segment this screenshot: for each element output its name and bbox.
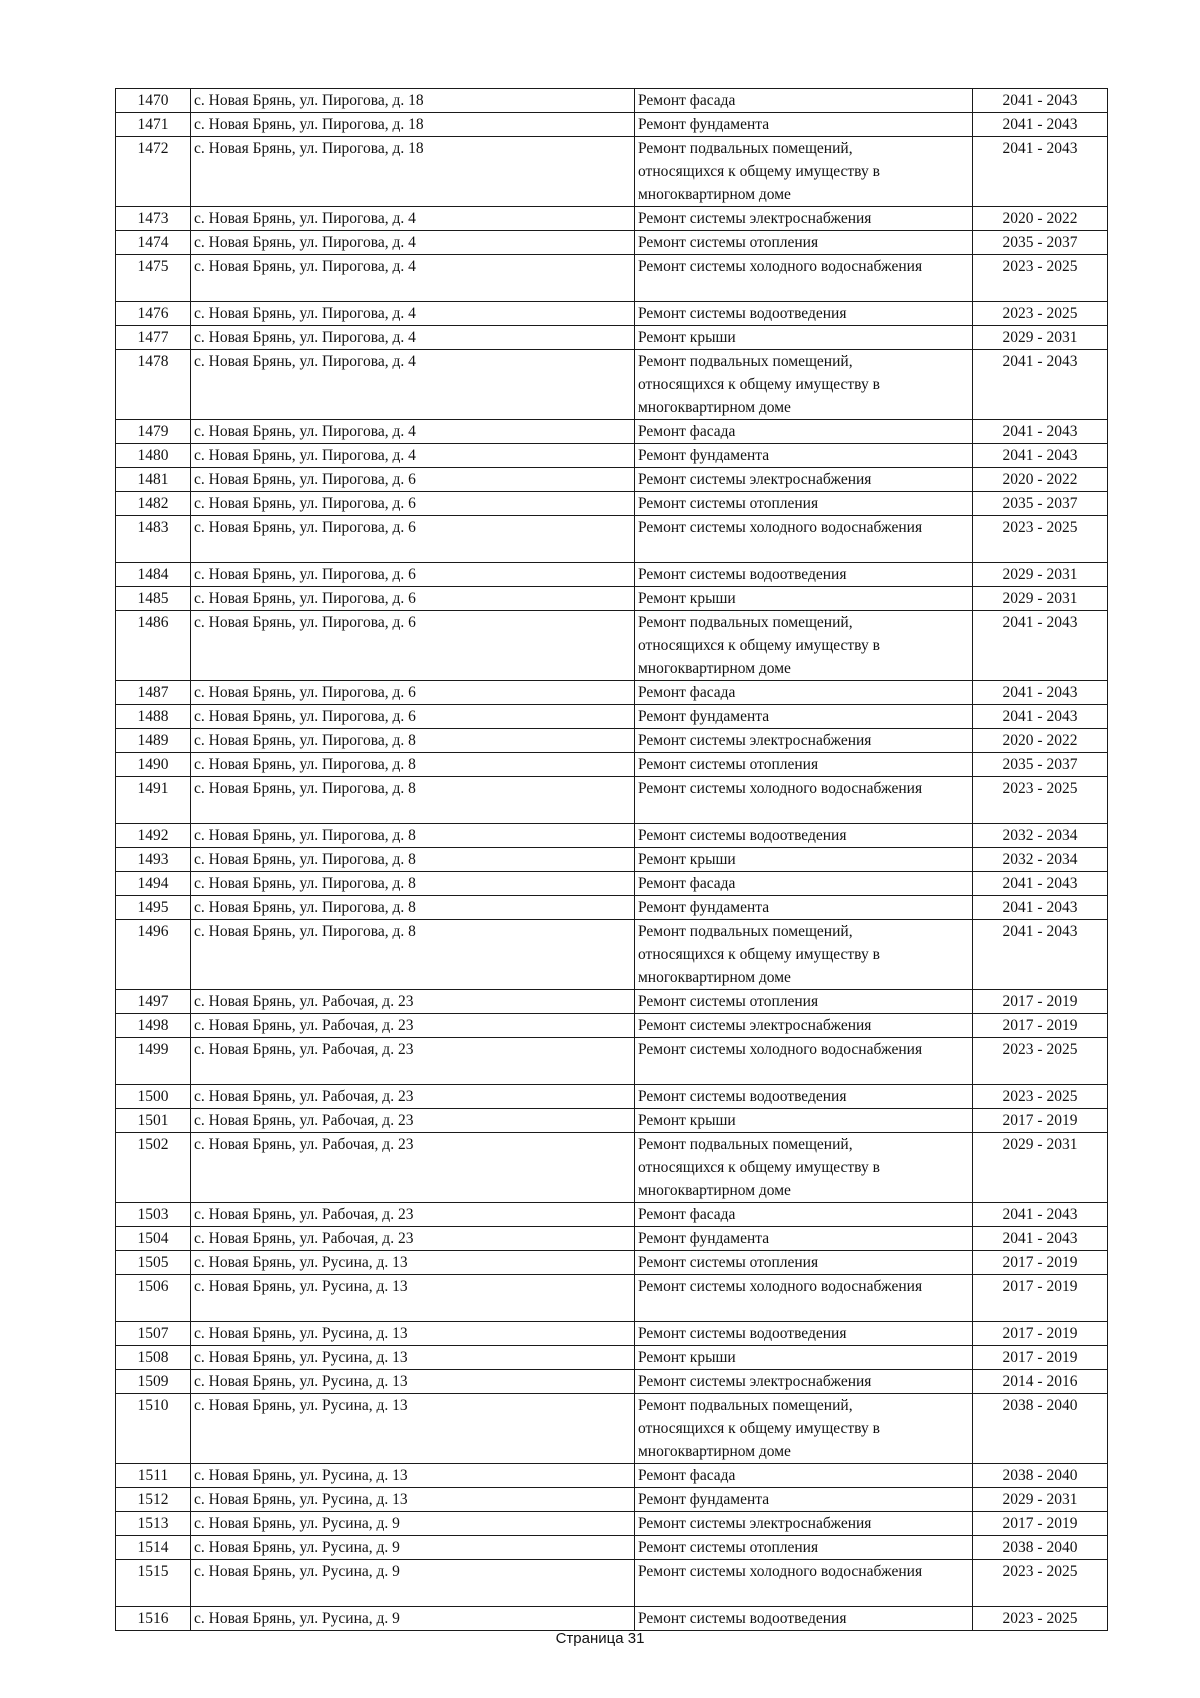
period-cell: 2041 - 2043 <box>973 350 1108 420</box>
period-cell: 2029 - 2031 <box>973 326 1108 350</box>
period-cell: 2041 - 2043 <box>973 420 1108 444</box>
address-cell: с. Новая Брянь, ул. Рабочая, д. 23 <box>191 1014 635 1038</box>
work-type-line: Ремонт фасада <box>638 684 736 701</box>
row-number: 1483 <box>116 516 191 563</box>
table-row <box>116 611 1108 681</box>
address-cell: с. Новая Брянь, ул. Пирогова, д. 4 <box>191 255 635 302</box>
period-cell: 2017 - 2019 <box>973 1275 1108 1322</box>
address-cell: с. Новая Брянь, ул. Пирогова, д. 8 <box>191 920 635 990</box>
period-cell: 2023 - 2025 <box>973 1038 1108 1085</box>
work-type-line: относящихся к общему имуществу в <box>638 163 880 180</box>
repair-schedule-table <box>115 88 1108 1631</box>
row-number: 1511 <box>116 1464 191 1488</box>
work-type-line: многоквартирном доме <box>638 660 791 677</box>
address-cell: с. Новая Брянь, ул. Пирогова, д. 8 <box>191 824 635 848</box>
work-type-cell <box>635 326 973 350</box>
table-row <box>116 872 1108 896</box>
row-number: 1495 <box>116 896 191 920</box>
work-type-line: Ремонт крыши <box>638 1349 736 1366</box>
work-type-cell <box>635 1370 973 1394</box>
work-type-cell <box>635 1227 973 1251</box>
address-cell: с. Новая Брянь, ул. Рабочая, д. 23 <box>191 990 635 1014</box>
row-number: 1508 <box>116 1346 191 1370</box>
work-type-cell <box>635 1251 973 1275</box>
work-type-cell <box>635 1275 973 1322</box>
period-cell: 2023 - 2025 <box>973 255 1108 302</box>
row-number: 1516 <box>116 1607 191 1631</box>
table-row <box>116 137 1108 207</box>
period-cell: 2023 - 2025 <box>973 777 1108 824</box>
row-number: 1506 <box>116 1275 191 1322</box>
work-type-cell <box>635 1607 973 1631</box>
period-cell: 2017 - 2019 <box>973 1014 1108 1038</box>
address-cell: с. Новая Брянь, ул. Русина, д. 13 <box>191 1464 635 1488</box>
table-row <box>116 1607 1108 1631</box>
table-row <box>116 1464 1108 1488</box>
period-cell: 2041 - 2043 <box>973 611 1108 681</box>
row-number: 1476 <box>116 302 191 326</box>
work-type-line: Ремонт системы водоотведения <box>638 1610 847 1627</box>
work-type-line: Ремонт системы электроснабжения <box>638 1373 872 1390</box>
row-number: 1471 <box>116 113 191 137</box>
work-type-line: Ремонт фундамента <box>638 1230 770 1247</box>
work-type-line: Ремонт подвальных помещений, <box>638 1136 853 1153</box>
row-number: 1482 <box>116 492 191 516</box>
address-cell: с. Новая Брянь, ул. Русина, д. 13 <box>191 1322 635 1346</box>
work-type-line: Ремонт системы отопления <box>638 756 819 773</box>
period-cell: 2038 - 2040 <box>973 1464 1108 1488</box>
period-cell: 2041 - 2043 <box>973 896 1108 920</box>
work-type-line: Ремонт подвальных помещений, <box>638 1397 853 1414</box>
period-cell: 2032 - 2034 <box>973 848 1108 872</box>
period-cell: 2029 - 2031 <box>973 587 1108 611</box>
table-row <box>116 753 1108 777</box>
address-cell: с. Новая Брянь, ул. Пирогова, д. 6 <box>191 492 635 516</box>
period-cell: 2029 - 2031 <box>973 563 1108 587</box>
work-type-line: многоквартирном доме <box>638 1443 791 1460</box>
period-cell: 2029 - 2031 <box>973 1488 1108 1512</box>
address-cell: с. Новая Брянь, ул. Пирогова, д. 8 <box>191 896 635 920</box>
address-cell: с. Новая Брянь, ул. Пирогова, д. 8 <box>191 872 635 896</box>
row-number: 1494 <box>116 872 191 896</box>
row-number: 1502 <box>116 1133 191 1203</box>
address-cell: с. Новая Брянь, ул. Пирогова, д. 6 <box>191 705 635 729</box>
page-number: Страница 31 <box>555 1630 645 1647</box>
work-type-line: многоквартирном доме <box>638 186 791 203</box>
work-type-line: Ремонт крыши <box>638 329 736 346</box>
work-type-line: Ремонт системы холодного водоснабжения <box>638 1041 923 1058</box>
row-number: 1515 <box>116 1560 191 1607</box>
table-row <box>116 1227 1108 1251</box>
address-cell: с. Новая Брянь, ул. Пирогова, д. 6 <box>191 681 635 705</box>
work-type-cell <box>635 705 973 729</box>
address-cell: с. Новая Брянь, ул. Рабочая, д. 23 <box>191 1109 635 1133</box>
work-type-cell <box>635 1394 973 1464</box>
table-row <box>116 468 1108 492</box>
period-cell: 2017 - 2019 <box>973 1251 1108 1275</box>
period-cell: 2029 - 2031 <box>973 1133 1108 1203</box>
period-cell: 2023 - 2025 <box>973 1607 1108 1631</box>
row-number: 1472 <box>116 137 191 207</box>
table-row <box>116 207 1108 231</box>
work-type-line: Ремонт фасада <box>638 1467 736 1484</box>
work-type-cell <box>635 777 973 824</box>
work-type-cell <box>635 920 973 990</box>
row-number: 1504 <box>116 1227 191 1251</box>
work-type-line: Ремонт фундамента <box>638 708 770 725</box>
table-row <box>116 1346 1108 1370</box>
table-row <box>116 231 1108 255</box>
work-type-line: Ремонт системы холодного водоснабжения <box>638 1278 923 1295</box>
period-cell: 2035 - 2037 <box>973 231 1108 255</box>
address-cell: с. Новая Брянь, ул. Рабочая, д. 23 <box>191 1085 635 1109</box>
period-cell: 2035 - 2037 <box>973 753 1108 777</box>
address-cell: с. Новая Брянь, ул. Русина, д. 13 <box>191 1370 635 1394</box>
page-footer <box>0 1630 1200 1647</box>
work-type-line: Ремонт системы водоотведения <box>638 1325 847 1342</box>
table-row <box>116 990 1108 1014</box>
address-cell: с. Новая Брянь, ул. Пирогова, д. 8 <box>191 848 635 872</box>
row-number: 1503 <box>116 1203 191 1227</box>
row-number: 1488 <box>116 705 191 729</box>
work-type-line: Ремонт фасада <box>638 92 736 109</box>
work-type-line: Ремонт системы электроснабжения <box>638 1515 872 1532</box>
work-type-line: Ремонт фасада <box>638 875 736 892</box>
address-cell: с. Новая Брянь, ул. Пирогова, д. 4 <box>191 444 635 468</box>
period-cell: 2041 - 2043 <box>973 1203 1108 1227</box>
address-cell: с. Новая Брянь, ул. Русина, д. 9 <box>191 1536 635 1560</box>
address-cell: с. Новая Брянь, ул. Пирогова, д. 6 <box>191 611 635 681</box>
table-row <box>116 1133 1108 1203</box>
period-cell: 2017 - 2019 <box>973 990 1108 1014</box>
period-cell: 2017 - 2019 <box>973 1109 1108 1133</box>
address-cell: с. Новая Брянь, ул. Пирогова, д. 8 <box>191 777 635 824</box>
table-row <box>116 1203 1108 1227</box>
table-row <box>116 1394 1108 1464</box>
address-cell: с. Новая Брянь, ул. Пирогова, д. 4 <box>191 326 635 350</box>
table-row <box>116 326 1108 350</box>
row-number: 1478 <box>116 350 191 420</box>
row-number: 1514 <box>116 1536 191 1560</box>
work-type-line: Ремонт подвальных помещений, <box>638 353 853 370</box>
work-type-line: Ремонт крыши <box>638 1112 736 1129</box>
work-type-line: Ремонт подвальных помещений, <box>638 614 853 631</box>
period-cell: 2032 - 2034 <box>973 824 1108 848</box>
work-type-line: Ремонт фасада <box>638 1206 736 1223</box>
work-type-line: относящихся к общему имуществу в <box>638 1420 880 1437</box>
work-type-line: многоквартирном доме <box>638 399 791 416</box>
row-number: 1499 <box>116 1038 191 1085</box>
address-cell: с. Новая Брянь, ул. Пирогова, д. 6 <box>191 516 635 563</box>
row-number: 1484 <box>116 563 191 587</box>
row-number: 1470 <box>116 89 191 113</box>
table-row <box>116 1536 1108 1560</box>
work-type-cell <box>635 729 973 753</box>
work-type-line: относящихся к общему имуществу в <box>638 1159 880 1176</box>
work-type-line: Ремонт фундамента <box>638 1491 770 1508</box>
table-row <box>116 420 1108 444</box>
work-type-cell <box>635 420 973 444</box>
row-number: 1509 <box>116 1370 191 1394</box>
work-type-cell <box>635 1133 973 1203</box>
work-type-cell <box>635 231 973 255</box>
row-number: 1493 <box>116 848 191 872</box>
row-number: 1505 <box>116 1251 191 1275</box>
address-cell: с. Новая Брянь, ул. Пирогова, д. 6 <box>191 587 635 611</box>
row-number: 1496 <box>116 920 191 990</box>
work-type-line: Ремонт системы холодного водоснабжения <box>638 1563 923 1580</box>
work-type-cell <box>635 824 973 848</box>
work-type-line: многоквартирном доме <box>638 1182 791 1199</box>
work-type-line: Ремонт системы водоотведения <box>638 1088 847 1105</box>
work-type-cell <box>635 611 973 681</box>
work-type-line: Ремонт фасада <box>638 423 736 440</box>
work-type-cell <box>635 1322 973 1346</box>
work-type-line: Ремонт системы отопления <box>638 495 819 512</box>
table-row <box>116 1370 1108 1394</box>
period-cell: 2017 - 2019 <box>973 1346 1108 1370</box>
work-type-line: Ремонт системы отопления <box>638 1539 819 1556</box>
work-type-line: Ремонт системы водоотведения <box>638 566 847 583</box>
row-number: 1480 <box>116 444 191 468</box>
table-body <box>116 89 1108 1631</box>
period-cell: 2017 - 2019 <box>973 1322 1108 1346</box>
period-cell: 2041 - 2043 <box>973 444 1108 468</box>
work-type-line: Ремонт системы отопления <box>638 234 819 251</box>
period-cell: 2041 - 2043 <box>973 89 1108 113</box>
period-cell: 2020 - 2022 <box>973 468 1108 492</box>
row-number: 1489 <box>116 729 191 753</box>
row-number: 1491 <box>116 777 191 824</box>
work-type-cell <box>635 1014 973 1038</box>
period-cell: 2023 - 2025 <box>973 1085 1108 1109</box>
table-row <box>116 492 1108 516</box>
period-cell: 2041 - 2043 <box>973 705 1108 729</box>
period-cell: 2041 - 2043 <box>973 681 1108 705</box>
address-cell: с. Новая Брянь, ул. Рабочая, д. 23 <box>191 1227 635 1251</box>
work-type-cell <box>635 1536 973 1560</box>
work-type-line: Ремонт крыши <box>638 851 736 868</box>
work-type-cell <box>635 1464 973 1488</box>
row-number: 1474 <box>116 231 191 255</box>
work-type-line: Ремонт системы электроснабжения <box>638 732 872 749</box>
address-cell: с. Новая Брянь, ул. Пирогова, д. 4 <box>191 231 635 255</box>
address-cell: с. Новая Брянь, ул. Русина, д. 13 <box>191 1346 635 1370</box>
table-row <box>116 1512 1108 1536</box>
address-cell: с. Новая Брянь, ул. Пирогова, д. 6 <box>191 468 635 492</box>
row-number: 1513 <box>116 1512 191 1536</box>
work-type-cell <box>635 444 973 468</box>
work-type-cell <box>635 587 973 611</box>
work-type-cell <box>635 681 973 705</box>
table-row <box>116 587 1108 611</box>
work-type-line: относящихся к общему имуществу в <box>638 376 880 393</box>
table-row <box>116 563 1108 587</box>
work-type-line: Ремонт системы электроснабжения <box>638 210 872 227</box>
period-cell: 2041 - 2043 <box>973 137 1108 207</box>
row-number: 1507 <box>116 1322 191 1346</box>
work-type-line: Ремонт системы водоотведения <box>638 305 847 322</box>
work-type-cell <box>635 1488 973 1512</box>
work-type-line: Ремонт подвальных помещений, <box>638 923 853 940</box>
address-cell: с. Новая Брянь, ул. Пирогова, д. 4 <box>191 350 635 420</box>
table-row <box>116 1014 1108 1038</box>
table-row <box>116 681 1108 705</box>
row-number: 1473 <box>116 207 191 231</box>
period-cell: 2014 - 2016 <box>973 1370 1108 1394</box>
row-number: 1497 <box>116 990 191 1014</box>
table-row <box>116 516 1108 563</box>
row-number: 1500 <box>116 1085 191 1109</box>
work-type-cell <box>635 1203 973 1227</box>
row-number: 1479 <box>116 420 191 444</box>
work-type-cell <box>635 113 973 137</box>
address-cell: с. Новая Брянь, ул. Русина, д. 13 <box>191 1275 635 1322</box>
work-type-cell <box>635 516 973 563</box>
address-cell: с. Новая Брянь, ул. Пирогова, д. 8 <box>191 753 635 777</box>
table-row <box>116 89 1108 113</box>
address-cell: с. Новая Брянь, ул. Пирогова, д. 4 <box>191 302 635 326</box>
work-type-cell <box>635 1512 973 1536</box>
work-type-line: Ремонт системы водоотведения <box>638 827 847 844</box>
work-type-cell <box>635 255 973 302</box>
table-row <box>116 113 1108 137</box>
row-number: 1481 <box>116 468 191 492</box>
work-type-cell <box>635 137 973 207</box>
period-cell: 2020 - 2022 <box>973 729 1108 753</box>
row-number: 1510 <box>116 1394 191 1464</box>
work-type-cell <box>635 848 973 872</box>
table-row <box>116 1038 1108 1085</box>
work-type-line: Ремонт фундамента <box>638 899 770 916</box>
work-type-cell <box>635 89 973 113</box>
work-type-line: относящихся к общему имуществу в <box>638 946 880 963</box>
work-type-line: Ремонт фундамента <box>638 116 770 133</box>
address-cell: с. Новая Брянь, ул. Пирогова, д. 18 <box>191 113 635 137</box>
address-cell: с. Новая Брянь, ул. Русина, д. 13 <box>191 1488 635 1512</box>
work-type-line: Ремонт крыши <box>638 590 736 607</box>
work-type-cell <box>635 1560 973 1607</box>
work-type-line: Ремонт системы электроснабжения <box>638 1017 872 1034</box>
table-row <box>116 1109 1108 1133</box>
table-row <box>116 1085 1108 1109</box>
address-cell: с. Новая Брянь, ул. Рабочая, д. 23 <box>191 1133 635 1203</box>
row-number: 1512 <box>116 1488 191 1512</box>
work-type-line: Ремонт подвальных помещений, <box>638 140 853 157</box>
address-cell: с. Новая Брянь, ул. Русина, д. 9 <box>191 1560 635 1607</box>
work-type-cell <box>635 207 973 231</box>
row-number: 1490 <box>116 753 191 777</box>
table-row <box>116 350 1108 420</box>
row-number: 1498 <box>116 1014 191 1038</box>
work-type-cell <box>635 1038 973 1085</box>
row-number: 1485 <box>116 587 191 611</box>
work-type-line: Ремонт системы холодного водоснабжения <box>638 780 923 797</box>
work-type-cell <box>635 350 973 420</box>
work-type-line: Ремонт фундамента <box>638 447 770 464</box>
address-cell: с. Новая Брянь, ул. Рабочая, д. 23 <box>191 1203 635 1227</box>
period-cell: 2041 - 2043 <box>973 113 1108 137</box>
address-cell: с. Новая Брянь, ул. Пирогова, д. 18 <box>191 137 635 207</box>
table-row <box>116 1322 1108 1346</box>
period-cell: 2035 - 2037 <box>973 492 1108 516</box>
table-row <box>116 920 1108 990</box>
row-number: 1475 <box>116 255 191 302</box>
table-row <box>116 705 1108 729</box>
work-type-line: Ремонт системы отопления <box>638 1254 819 1271</box>
period-cell: 2041 - 2043 <box>973 872 1108 896</box>
row-number: 1501 <box>116 1109 191 1133</box>
address-cell: с. Новая Брянь, ул. Русина, д. 13 <box>191 1394 635 1464</box>
table-row <box>116 1488 1108 1512</box>
work-type-cell <box>635 468 973 492</box>
address-cell: с. Новая Брянь, ул. Пирогова, д. 6 <box>191 563 635 587</box>
work-type-cell <box>635 1085 973 1109</box>
period-cell: 2038 - 2040 <box>973 1394 1108 1464</box>
period-cell: 2038 - 2040 <box>973 1536 1108 1560</box>
table-row <box>116 896 1108 920</box>
work-type-line: Ремонт системы холодного водоснабжения <box>638 519 923 536</box>
address-cell: с. Новая Брянь, ул. Русина, д. 9 <box>191 1512 635 1536</box>
table-row <box>116 1275 1108 1322</box>
address-cell: с. Новая Брянь, ул. Русина, д. 13 <box>191 1251 635 1275</box>
table-row <box>116 848 1108 872</box>
work-type-line: Ремонт системы холодного водоснабжения <box>638 258 923 275</box>
work-type-cell <box>635 990 973 1014</box>
work-type-line: относящихся к общему имуществу в <box>638 637 880 654</box>
row-number: 1486 <box>116 611 191 681</box>
work-type-line: Ремонт системы электроснабжения <box>638 471 872 488</box>
period-cell: 2020 - 2022 <box>973 207 1108 231</box>
period-cell: 2041 - 2043 <box>973 1227 1108 1251</box>
address-cell: с. Новая Брянь, ул. Пирогова, д. 18 <box>191 89 635 113</box>
period-cell: 2023 - 2025 <box>973 516 1108 563</box>
table-row <box>116 729 1108 753</box>
period-cell: 2023 - 2025 <box>973 302 1108 326</box>
address-cell: с. Новая Брянь, ул. Рабочая, д. 23 <box>191 1038 635 1085</box>
table-row <box>116 302 1108 326</box>
row-number: 1487 <box>116 681 191 705</box>
address-cell: с. Новая Брянь, ул. Пирогова, д. 8 <box>191 729 635 753</box>
period-cell: 2041 - 2043 <box>973 920 1108 990</box>
work-type-cell <box>635 896 973 920</box>
table-row <box>116 444 1108 468</box>
address-cell: с. Новая Брянь, ул. Русина, д. 9 <box>191 1607 635 1631</box>
address-cell: с. Новая Брянь, ул. Пирогова, д. 4 <box>191 207 635 231</box>
work-type-line: Ремонт системы отопления <box>638 993 819 1010</box>
work-type-cell <box>635 492 973 516</box>
table-row <box>116 255 1108 302</box>
table-row <box>116 1251 1108 1275</box>
period-cell: 2023 - 2025 <box>973 1560 1108 1607</box>
period-cell: 2017 - 2019 <box>973 1512 1108 1536</box>
work-type-cell <box>635 563 973 587</box>
row-number: 1492 <box>116 824 191 848</box>
row-number: 1477 <box>116 326 191 350</box>
work-type-cell <box>635 1346 973 1370</box>
work-type-line: многоквартирном доме <box>638 969 791 986</box>
work-type-cell <box>635 302 973 326</box>
work-type-cell <box>635 753 973 777</box>
work-type-cell <box>635 1109 973 1133</box>
table-row <box>116 824 1108 848</box>
work-type-cell <box>635 872 973 896</box>
table-row <box>116 1560 1108 1607</box>
table-row <box>116 777 1108 824</box>
address-cell: с. Новая Брянь, ул. Пирогова, д. 4 <box>191 420 635 444</box>
